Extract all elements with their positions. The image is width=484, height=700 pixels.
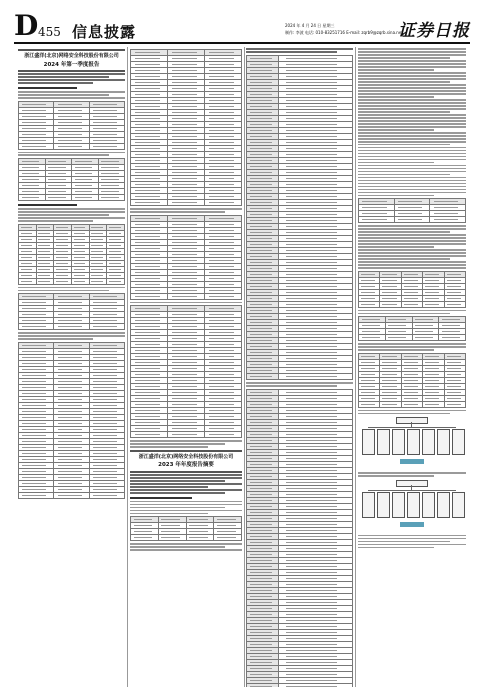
data-table: [358, 271, 466, 308]
table-cell: [19, 195, 46, 201]
diagram-node: [437, 492, 450, 518]
text-line: [130, 549, 242, 551]
diagram-node: [392, 492, 405, 518]
text-line: [18, 335, 125, 337]
text-line: [130, 474, 242, 476]
section-heading: [18, 87, 77, 89]
text-line: [358, 102, 466, 104]
text-line: [130, 546, 225, 548]
text-line: [358, 538, 466, 540]
text-line: [358, 186, 466, 188]
data-table: [130, 305, 242, 438]
text-line: [358, 195, 434, 197]
text-line: [130, 504, 242, 506]
table-row: [359, 335, 466, 341]
data-table: [18, 293, 125, 330]
table-cell: [401, 401, 422, 407]
table-cell: [89, 492, 124, 498]
section-heading: [18, 204, 77, 206]
text-line: [358, 147, 466, 149]
table-cell: [158, 535, 186, 541]
table-cell: [380, 401, 401, 407]
table-cell: [359, 301, 380, 307]
table-cell: [168, 293, 205, 299]
table-cell: [168, 200, 205, 206]
text-line: [358, 267, 466, 269]
text-line: [358, 129, 434, 131]
table-cell: [439, 335, 466, 341]
data-table: [246, 55, 353, 380]
diagram-node: [437, 429, 450, 455]
text-line: [358, 228, 466, 230]
table-cell: [247, 683, 279, 687]
text-line: [358, 310, 466, 312]
text-line: [358, 117, 466, 119]
section-letter: D: [14, 9, 39, 42]
text-line: [358, 66, 466, 68]
table-cell: [54, 143, 89, 149]
text-line: [18, 152, 125, 154]
table-cell: [89, 143, 124, 149]
column-2: [130, 47, 242, 687]
text-line: [358, 237, 466, 239]
data-table: [358, 198, 466, 223]
diagram-node: [422, 429, 435, 455]
table-cell: [359, 401, 380, 407]
text-line: [358, 171, 466, 173]
table-cell: [394, 217, 430, 223]
table-cell: [359, 217, 395, 223]
column-divider: [244, 47, 245, 687]
data-table: [246, 389, 353, 687]
text-line: [130, 489, 242, 491]
text-line: [358, 48, 466, 50]
text-line: [130, 477, 242, 479]
table-row: [359, 301, 466, 307]
text-line: [18, 338, 93, 340]
text-line: [358, 246, 434, 248]
rule: [130, 471, 242, 473]
text-line: [358, 51, 466, 53]
text-line: [358, 141, 466, 143]
text-line: [18, 220, 93, 222]
table-cell: [107, 278, 125, 284]
text-line: [358, 162, 434, 164]
text-line: [358, 544, 466, 546]
text-line: [246, 385, 337, 387]
table-cell: [19, 143, 54, 149]
text-line: [358, 174, 450, 176]
text-line: [18, 97, 125, 99]
text-line: [358, 168, 466, 170]
text-line: [358, 535, 466, 537]
text-line: [358, 75, 466, 77]
table-cell: [444, 301, 465, 307]
text-line: [130, 211, 225, 213]
section-heading: [130, 497, 192, 499]
text-line: [358, 57, 450, 59]
text-line: [246, 48, 353, 50]
text-line: [358, 123, 466, 125]
text-line: [358, 156, 466, 158]
table-row: [131, 535, 242, 541]
text-line: [130, 492, 225, 494]
text-line: [18, 211, 125, 213]
table-cell: [131, 432, 168, 438]
text-line: [358, 177, 466, 179]
table-cell: [131, 293, 168, 299]
text-line: [358, 120, 466, 122]
text-line: [358, 541, 450, 543]
data-table: [18, 101, 125, 150]
text-line: [358, 183, 466, 185]
text-line: [358, 108, 466, 110]
table-cell: [205, 200, 242, 206]
table-cell: [412, 335, 439, 341]
text-line: [18, 82, 93, 84]
text-line: [358, 349, 434, 351]
text-line: [246, 51, 337, 53]
text-line: [130, 480, 225, 482]
table-row: [19, 143, 125, 149]
text-line: [18, 73, 125, 75]
text-line: [130, 483, 242, 485]
table-cell: [45, 195, 72, 201]
diagram-node: [452, 492, 465, 518]
table-row: [247, 683, 353, 687]
text-line: [130, 440, 242, 442]
text-line: [358, 231, 450, 233]
text-line: [18, 332, 125, 334]
text-line: [18, 214, 109, 216]
diagram-node: [392, 429, 405, 455]
text-line: [130, 302, 242, 304]
text-line: [130, 507, 225, 509]
text-line: [130, 501, 242, 503]
table-row: [131, 432, 242, 438]
text-line: [358, 111, 450, 113]
table-cell: [36, 278, 54, 284]
diagram-node: [362, 429, 375, 455]
text-line: [130, 486, 208, 488]
table-row: [131, 200, 242, 206]
text-line: [358, 192, 466, 194]
text-line: [358, 547, 434, 549]
text-line: [358, 189, 466, 191]
text-line: [358, 346, 466, 348]
table-cell: [54, 324, 89, 330]
table-row: [19, 278, 125, 284]
text-line: [358, 249, 466, 251]
text-line: [358, 144, 450, 146]
text-line: [358, 105, 466, 107]
text-line: [358, 90, 466, 92]
table-cell: [385, 335, 412, 341]
table-cell: [168, 432, 205, 438]
text-line: [358, 258, 450, 260]
text-line: [130, 208, 242, 210]
text-line: [358, 93, 466, 95]
text-line: [130, 510, 242, 512]
table-cell: [19, 324, 54, 330]
table-cell: [444, 401, 465, 407]
text-line: [246, 382, 353, 384]
org-chart-diagram: [358, 417, 466, 469]
text-line: [18, 76, 109, 78]
table-row: [247, 373, 353, 379]
text-line: [358, 243, 466, 245]
table-cell: [131, 200, 168, 206]
table-cell: [205, 432, 242, 438]
column-3: [246, 47, 353, 687]
table-cell: [430, 217, 466, 223]
table-cell: [71, 278, 89, 284]
table-cell: [186, 535, 214, 541]
rule: [18, 49, 125, 51]
text-line: [18, 91, 125, 93]
diagram-node: [422, 492, 435, 518]
diagram-node: [368, 490, 456, 491]
rule: [18, 70, 125, 72]
column-divider: [127, 47, 128, 687]
diagram-node: [407, 429, 420, 455]
table-cell: [278, 683, 352, 687]
data-table: [358, 316, 466, 341]
text-line: [358, 114, 466, 116]
data-table: [130, 215, 242, 300]
text-line: [358, 72, 466, 74]
data-table: [130, 49, 242, 206]
diagram-node: [368, 427, 456, 428]
masthead-rule: [14, 42, 470, 44]
rule: [130, 450, 242, 452]
diagram-node: [452, 429, 465, 455]
text-line: [18, 217, 125, 219]
table-cell: [131, 535, 159, 541]
text-line: [130, 446, 208, 448]
text-line: [358, 264, 466, 266]
table-cell: [205, 293, 242, 299]
column-1: [18, 47, 125, 687]
table-row: [19, 492, 125, 498]
table-row: [359, 217, 466, 223]
table-cell: [401, 301, 422, 307]
text-line: [18, 79, 125, 81]
text-line: [18, 208, 125, 210]
table-cell: [359, 335, 386, 341]
table-row: [19, 324, 125, 330]
data-table: [18, 158, 125, 201]
table-cell: [54, 278, 72, 284]
text-line: [18, 290, 109, 292]
text-line: [358, 180, 466, 182]
text-line: [358, 153, 466, 155]
text-line: [358, 343, 466, 345]
diagram-node: [396, 480, 428, 487]
text-line: [358, 126, 466, 128]
text-line: [358, 150, 466, 152]
text-line: [358, 81, 450, 83]
text-line: [358, 96, 434, 98]
table-cell: [89, 278, 107, 284]
table-cell: [423, 301, 444, 307]
text-line: [358, 132, 466, 134]
data-table: [18, 342, 125, 499]
section-title: 信息披露: [72, 23, 137, 41]
q1-report-company: 浙江盛洋(北京)网络安全科技股份有限公司: [24, 53, 119, 59]
text-line: [358, 138, 466, 140]
table-cell: [19, 278, 37, 284]
diagram-node: [362, 492, 375, 518]
data-table: [130, 516, 242, 541]
text-line: [358, 63, 466, 65]
table-cell: [72, 195, 99, 201]
text-line: [358, 69, 434, 71]
editor-info: 制作: 李波 电话: 010-83251716 E-mail: zqrb9@zqrb.sina.net: [285, 30, 403, 35]
text-line: [358, 78, 466, 80]
text-line: [358, 225, 466, 227]
table-cell: [98, 195, 125, 201]
table-cell: [54, 492, 89, 498]
text-line: [358, 475, 434, 477]
table-row: [131, 293, 242, 299]
text-line: [358, 99, 466, 101]
table-row: [19, 195, 125, 201]
text-line: [358, 252, 466, 254]
column-4: [358, 47, 466, 687]
section-number: 455: [38, 25, 61, 39]
text-line: [358, 413, 450, 415]
data-table: [358, 353, 466, 408]
text-line: [358, 234, 466, 236]
annual-report-title: 2023 年年度报告摘要: [158, 462, 214, 469]
text-line: [130, 513, 208, 515]
table-cell: [278, 373, 352, 379]
text-line: [358, 159, 466, 161]
diagram-node: [377, 429, 390, 455]
text-line: [358, 261, 466, 263]
diagram-node: [407, 492, 420, 518]
text-line: [358, 313, 450, 315]
diagram-node: [377, 492, 390, 518]
text-line: [358, 472, 466, 474]
table-cell: [214, 535, 242, 541]
masthead: [0, 0, 484, 42]
text-line: [358, 410, 466, 412]
text-line: [130, 443, 225, 445]
annual-report-company: 浙江盛洋(北京)网络安全科技股份有限公司: [138, 453, 234, 460]
table-cell: [19, 492, 54, 498]
issue-date: 2024 年 4 月 24 日 星期三: [285, 23, 335, 28]
text-line: [18, 287, 125, 289]
table-cell: [423, 401, 444, 407]
text-line: [358, 54, 466, 56]
newspaper-logo: 证券日报: [398, 21, 470, 41]
text-line: [358, 135, 466, 137]
q1-report-title: 2024 年第一季度报告: [43, 61, 100, 68]
text-line: [358, 255, 466, 257]
diagram-node: [400, 522, 424, 527]
text-line: [358, 165, 466, 167]
table-row: [359, 401, 466, 407]
text-line: [358, 60, 466, 62]
column-divider: [355, 47, 356, 687]
table-cell: [89, 324, 124, 330]
text-line: [130, 543, 242, 545]
table-cell: [247, 373, 279, 379]
text-line: [358, 240, 466, 242]
diagram-node: [400, 459, 424, 464]
text-line: [358, 87, 466, 89]
table-cell: [380, 301, 401, 307]
shareholding-diagram: [358, 480, 466, 532]
text-line: [18, 154, 109, 156]
data-table: [18, 224, 125, 285]
text-line: [358, 84, 466, 86]
diagram-node: [396, 417, 428, 424]
text-line: [18, 94, 109, 96]
